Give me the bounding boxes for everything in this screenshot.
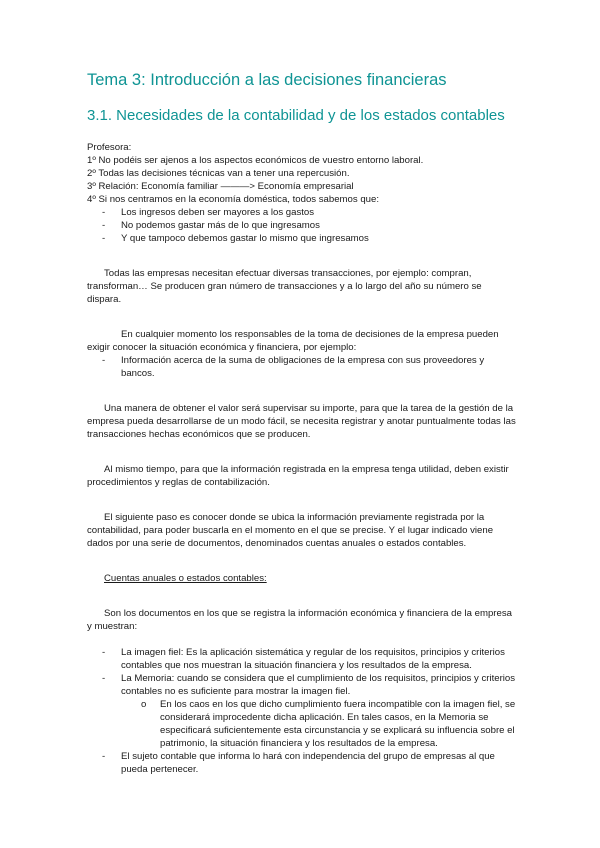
paragraph-gestion: Una manera de obtener el valor será supervisar su importe, para que la tarea de la gestión de la empresa pueda desarrollarse de un modo fácil, se necesita registrar y anotar puntualmente todas las transacciones hechas económicos que se producen. [87, 403, 516, 440]
economy-list [87, 206, 517, 245]
list-item [87, 672, 517, 750]
list-item-text: Los ingresos deben ser mayores a los gastos [121, 207, 315, 218]
list-item-text: Y que tampoco debemos gastar lo mismo que ingresamos [121, 233, 369, 244]
list-item [87, 219, 517, 232]
cuentas-anuales-list [87, 646, 517, 776]
dash-bullet: - [102, 207, 106, 218]
section-subtitle: 3.1. Necesidades de la contabilidad y de los estados contables [87, 107, 505, 124]
dash-bullet: - [102, 233, 106, 244]
numbered-point-1: 1º No podéis ser ajenos a los aspectos económicos de vuestro entorno laboral. [87, 155, 424, 166]
paragraph-procedimientos: Al mismo tiempo, para que la información registrada en la empresa tenga utilidad, deben existir procedimientos y reglas de contabilización. [87, 464, 509, 488]
memoria-sublist [87, 698, 517, 750]
list-item-text: La Memoria: cuando se considera que el cumplimiento de los requisitos, principios y criterios contables no es suficiente para mostrar la imagen fiel. [121, 673, 516, 697]
obligaciones-list [87, 354, 517, 380]
profesora-label: Profesora: [87, 142, 132, 153]
document-body [87, 141, 517, 776]
numbered-point-4: 4º Si nos centramos en la economía doméstica, todos sabemos que: [87, 194, 380, 205]
circle-bullet: o [141, 699, 147, 710]
document-title: Tema 3: Introducción a las decisiones financieras [87, 71, 447, 89]
cuentas-anuales-heading: Cuentas anuales o estados contables: [104, 573, 267, 584]
list-item [87, 206, 517, 219]
dash-bullet: - [102, 355, 106, 366]
paragraph-muestran: Son los documentos en los que se registra la información económica y financiera de la empresa y muestran: [87, 608, 512, 632]
sublist-item-text: En los caos en los que dicho cumplimiento fuera incompatible con la imagen fiel, se considerará improcedente dicha aplicación. En tales casos, en la Memoria se especificará suficientemente esta circunstancia y se explicará su influencia sobre el patrimonio, la situación financiera y los resultados de la empresa. [160, 699, 516, 749]
list-item-text: La imagen fiel: Es la aplicación sistemática y regular de los requisitos, principios y criterios contables que nos muestran la situación financiera y los resultados de la empresa. [121, 647, 505, 671]
list-item [87, 232, 517, 245]
list-item [87, 750, 517, 776]
dash-bullet: - [102, 220, 106, 231]
numbered-point-3: 3º Relación: Economía familiar ———> Economía empresarial [87, 181, 354, 192]
paragraph-toma-decisiones: En cualquier momento los responsables de la toma de decisiones de la empresa pueden exigir conocer la situación económica y financiera, por ejemplo: [87, 329, 499, 353]
list-item-text: El sujeto contable que informa lo hará con independencia del grupo de empresas al que pueda pertenecer. [121, 751, 495, 775]
dash-bullet: - [102, 673, 106, 684]
list-item [87, 354, 517, 380]
list-item-text: Información acerca de la suma de obligaciones de la empresa con sus proveedores y bancos. [121, 355, 485, 379]
paragraph-transacciones: Todas las empresas necesitan efectuar diversas transacciones, por ejemplo: compran, transforman… Se producen gran número de transacciones y a lo largo del año su número se dispara. [87, 268, 482, 305]
list-item-text: No podemos gastar más de lo que ingresamos [121, 220, 320, 231]
dash-bullet: - [102, 647, 106, 658]
dash-bullet: - [102, 751, 106, 762]
list-item [87, 646, 517, 672]
sublist-item [87, 698, 517, 750]
paragraph-documentos: El siguiente paso es conocer donde se ubica la información previamente registrada por la contabilidad, para poder buscarla en el momento en el que se precise. Y el lugar indicado viene dados por una serie de documentos, denominados cuentas anuales o estados contables. [87, 512, 494, 549]
numbered-point-2: 2º Todas las decisiones técnicas van a tener una repercusión. [87, 168, 350, 179]
